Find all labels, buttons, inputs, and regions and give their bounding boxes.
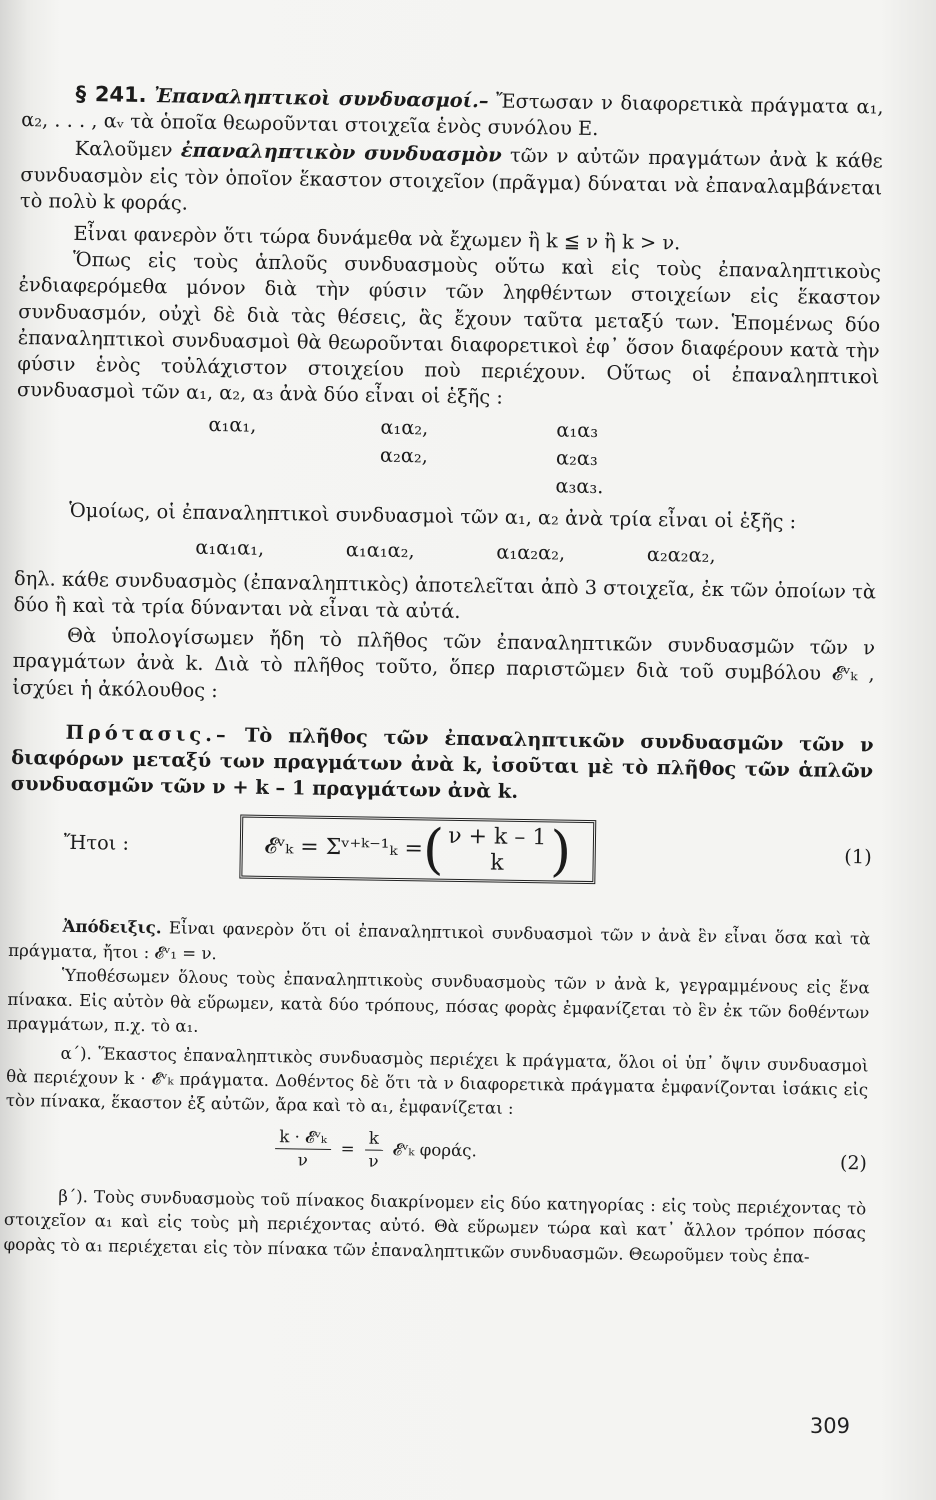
- suppose-paragraph: Ὑποθέσωμεν ὅλους τοὺς ἐπαναληπτικοὺς συνδυασμοὺς τῶν ν ἀνὰ k, γεγραμμένους εἰς ἕνα πίνακα. Εἰς αὐτὸν θὰ εὕρωμεν, κατὰ δύο τρόπους, πόσας φορὰς ἐμφανίζεται τὸ ἓν ἐκ τῶν δοθέντων πραγμάτων, π.χ. τὸ α₁.: [6, 966, 870, 1036]
- pair-a22: α₂α₂,: [379, 444, 429, 468]
- triples-row: [14, 532, 876, 572]
- section-number: § 241.: [75, 81, 147, 107]
- page-content: [3, 70, 884, 1270]
- right-paren: ): [549, 819, 572, 884]
- formula-1-box: [239, 815, 596, 885]
- proposition-text: Τὸ πλῆθος τῶν ἐπαναληπτικῶν συνδυασμῶν τῶν ν διαφόρων μεταξύ των πραγμάτων ἀνὰ k, ἰσοῦται μὲ τὸ πλῆθος τῶν ἁπλῶν συνδυασμῶν τῶν ν + k – 1 πραγμάτων ἀνὰ k.: [10, 723, 874, 804]
- proof-text: Εἶναι φανερὸν ὅτι οἱ ἐπαναληπτικοὶ συνδυασμοὶ τῶν ν ἀνὰ ἓν εἶναι ὅσα καὶ τὰ πράγματα, ἤτοι : 𝓔ᵛ₁ = ν.: [8, 918, 871, 964]
- fraction-1: [275, 1126, 331, 1172]
- formula-1-lead: Ἤτοι :: [63, 831, 130, 856]
- formula-1-lhs: 𝓔ᵛₖ = Σᵛ⁺ᵏ⁻¹ₖ =: [264, 834, 424, 862]
- formula-2-equals: =: [340, 1139, 355, 1159]
- definition-lead: Καλοῦμεν: [74, 137, 173, 162]
- definition-paragraph: [20, 135, 883, 227]
- pairs-table: [15, 409, 878, 509]
- pair-a13: α₁α₃: [556, 418, 599, 443]
- definition-term: ἐπαναληπτικὸν συνδυασμὸν: [180, 138, 502, 167]
- triple-4: α₂α₂α₂,: [646, 542, 716, 567]
- triple-1: α₁α₁α₁,: [195, 535, 265, 560]
- obvious-paragraph: Εἶναι φανερὸν ὅτι τώρα δυνάμεθα νὰ ἔχωμεν ἢ k ≦ ν ἢ k > ν.: [73, 221, 681, 255]
- pair-a12: α₁α₂,: [380, 416, 429, 440]
- formula-2-body: [275, 1126, 477, 1174]
- formula-1: [9, 803, 872, 909]
- triple-2: α₁α₁α₂,: [345, 537, 415, 562]
- differ-paragraph: Ὅπως εἰς τοὺς ἁπλοῦς συνδυασμοὺς οὕτω καὶ εἰς τοὺς ἐπαναληπτικοὺς ἐνδιαφερόμεθα μόνον διὰ τὴν φύσιν τῶν ληφθέντων στοιχείων εἰς ἕκαστον συνδυασμόν, οὐχὶ δὲ διὰ τὰς θέσεις, ἃς ἔχουν ταῦτα μεταξύ των. Ἑπομένως δύο ἐπαναληπτικοὶ συνδυασμοὶ θὰ θεωροῦνται διαφορετικοὶ ἐφ᾽ ὅσον διαφέρουν κατὰ τὴν φύσιν ἑνὸς τοὐλάχιστον στοιχείου ποὺ περιέχουν. Οὕτως οἱ ἐπαναληπτικοὶ συνδυασμοὶ τῶν α₁, α₂, α₃ ἀνὰ δύο εἶναι οἱ ἑξῆς :: [16, 248, 882, 409]
- binomial-stack: [444, 824, 551, 878]
- fraction-2-denominator: ν: [368, 1151, 379, 1171]
- equation-number-1: (1): [844, 845, 872, 869]
- proposition-label: Πρότασις.–: [65, 720, 230, 747]
- similar-paragraph: Ὁμοίως, οἱ ἐπαναληπτικοὶ συνδυασμοὶ τῶν α₁, α₂ ἀνὰ τρία εἶναι οἱ ἑξῆς :: [68, 499, 797, 534]
- proof-label: Ἀπόδειξις.: [62, 916, 162, 938]
- beta-paragraph: β΄). Τοὺς συνδυασμοὺς τοῦ πίνακος διακρίνομεν εἰς δύο κατηγορίας : εἰς τοὺς περιέχοντας τὸ στοιχεῖον α₁ καὶ εἰς τοὺς μὴ περιέχοντας αὐτό. Θὰ εὕρωμεν τώρα καὶ κατ᾽ ἄλλον τρόπον πόσας φορὰς τὸ α₁ περιέχεται εἰς τὸν πίνακα τῶν ἐπαναληπτικῶν συνδυασμῶν. Θεωροῦμεν τοὺς ἐπα-: [3, 1186, 867, 1267]
- pair-a33: α₃α₃.: [555, 474, 604, 499]
- section-title: Ἐπαναληπτικοὶ συνδυασμοί.–: [154, 84, 489, 113]
- count-paragraph: Θὰ ὑπολογίσωμεν ἤδη τὸ πλῆθος τῶν ἐπαναληπτικῶν συνδυασμῶν τῶν ν πραγμάτων ἀνὰ k. Διὰ τὸ πλῆθος τοῦτο, ὅπερ παριστῶμεν διὰ τοῦ συμβόλου 𝓔ᵛₖ , ἰσχύει ἡ ἀκόλουθος :: [12, 624, 876, 702]
- formula-2-tail: 𝓔ᵛₖ φοράς.: [392, 1139, 477, 1161]
- alpha-paragraph: α΄). Ἕκαστος ἐπαναληπτικὸς συνδυασμὸς περιέχει k πράγματα, ὅλοι οἱ ὑπ᾽ ὄψιν συνδυασμοὶ θὰ περιέχουν k · 𝓔ᵛₖ πράγματα. Δοθέντος δὲ ὅτι τὰ ν διαφορετικὰ πράγματα ἐμφανίζονται ἰσάκις εἰς τὸν πίνακα, ἕκαστον ἐξ αὐτῶν, ἄρα καὶ τὸ α₁, ἐμφανίζεται :: [5, 1043, 869, 1119]
- fraction-2: [364, 1127, 383, 1172]
- page-number: 309: [809, 1414, 850, 1438]
- equation-number-2: (2): [839, 1151, 868, 1175]
- section-intro-text: Ἔστωσαν ν διαφορετικὰ πράγματα α₁, α₂, . . . , αᵥ τὰ ὁποῖα θεωροῦνται στοιχεῖα ἑνὸς συνόλου Ε.: [21, 89, 884, 141]
- proposition: [11, 719, 874, 811]
- fraction-1-denominator: ν: [297, 1150, 308, 1170]
- left-paren: (: [422, 817, 445, 882]
- pair-a11: α₁α₁,: [208, 413, 257, 438]
- definition-rest: τῶν ν αὐτῶν πραγμάτων ἀνὰ k κάθε συνδυασμὸν εἰς τὸν ὁποῖον ἕκαστον στοιχεῖον (πρᾶγμα) δύναται νὰ ἐπαναλαμβάνεται τὸ πολὺ k φοράς.: [19, 144, 883, 215]
- triple-3: α₁α₂α₂,: [496, 540, 566, 565]
- formula-1-binomial: [422, 817, 572, 884]
- formula-2: [5, 1118, 868, 1190]
- binomial-top: ν + k – 1: [448, 824, 547, 851]
- fraction-2-numerator: k: [365, 1127, 383, 1150]
- pair-a23: α₂α₃: [555, 446, 598, 471]
- fraction-1-numerator: k · 𝓔ᵛₖ: [275, 1126, 331, 1150]
- binomial-bottom: k: [489, 850, 504, 877]
- note-paragraph: δηλ. κάθε συνδυασμὸς (ἐπαναληπτικὸς) ἀποτελεῖται ἀπὸ 3 στοιχεῖα, ἐκ τῶν ὁποίων τὰ δύο ἢ καὶ τὰ τρία δύνανται νὰ εἶναι τὰ αὐτά.: [13, 566, 877, 623]
